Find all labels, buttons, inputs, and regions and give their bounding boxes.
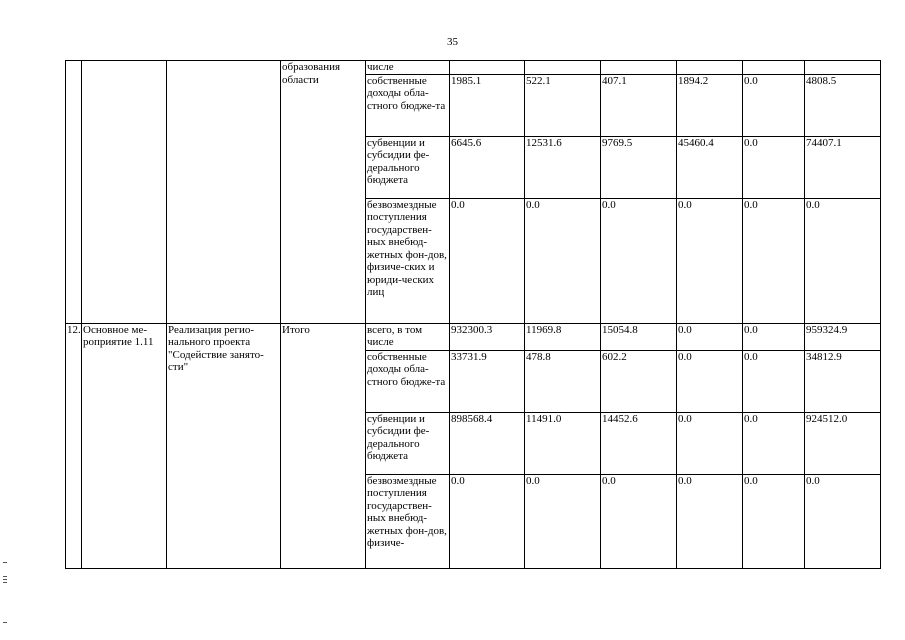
margin-mark xyxy=(3,579,7,580)
value-cell: 0.0 xyxy=(525,198,601,323)
value-cell: 0.0 xyxy=(743,74,805,136)
value-cell: 0.0 xyxy=(743,474,805,568)
row-number-cell xyxy=(66,61,82,324)
category-label: собственные доходы обла-стного бюдже-та xyxy=(366,350,450,412)
value-cell: 11491.0 xyxy=(525,412,601,474)
project-cell xyxy=(167,61,281,324)
value-cell: 522.1 xyxy=(525,74,601,136)
value-cell: 0.0 xyxy=(677,323,743,350)
value-cell: 1894.2 xyxy=(677,74,743,136)
margin-mark xyxy=(3,622,7,623)
value-cell: 602.2 xyxy=(601,350,677,412)
value-cell: 0.0 xyxy=(677,350,743,412)
category-label: безвозмездные поступления государствен-ных внебюд-жетных фон-дов, физиче-ских и юриди-ческих лиц xyxy=(366,198,450,323)
total-cell: 959324.9 xyxy=(805,323,881,350)
value-cell: 0.0 xyxy=(677,198,743,323)
value-cell: 0.0 xyxy=(743,350,805,412)
value-cell: 0.0 xyxy=(601,198,677,323)
value-cell: 45460.4 xyxy=(677,136,743,198)
total-cell: 924512.0 xyxy=(805,412,881,474)
category-label: субвенции и субсидии фе-дерального бюджета xyxy=(366,412,450,474)
total-cell: 0.0 xyxy=(805,198,881,323)
margin-mark xyxy=(3,582,7,583)
category-label: числе xyxy=(366,61,450,75)
value-cell: 0.0 xyxy=(743,198,805,323)
category-label: собственные доходы обла-стного бюдже-та xyxy=(366,74,450,136)
value-cell: 15054.8 xyxy=(601,323,677,350)
value-cell: 0.0 xyxy=(743,412,805,474)
value-cell: 9769.5 xyxy=(601,136,677,198)
budget-table xyxy=(65,60,881,569)
value-cell: 1985.1 xyxy=(450,74,525,136)
funding-source-cell: Итого xyxy=(281,323,366,568)
value-cell: 0.0 xyxy=(450,474,525,568)
value-cell: 0.0 xyxy=(743,136,805,198)
value-cell: 6645.6 xyxy=(450,136,525,198)
event-cell: Основное ме-роприятие 1.11 xyxy=(82,323,167,568)
table-row xyxy=(66,323,881,350)
value-cell: 0.0 xyxy=(450,198,525,323)
table-row xyxy=(66,61,881,75)
value-cell: 407.1 xyxy=(601,74,677,136)
value-cell: 33731.9 xyxy=(450,350,525,412)
funding-source-cell: образования области xyxy=(281,61,366,324)
value-cell: 932300.3 xyxy=(450,323,525,350)
row-number-cell: 12. xyxy=(66,323,82,568)
value-cell: 0.0 xyxy=(525,474,601,568)
project-cell: Реализация регио-нального проекта "Содействие занято-сти" xyxy=(167,323,281,568)
margin-mark xyxy=(3,562,7,563)
total-cell: 34812.9 xyxy=(805,350,881,412)
value-cell: 0.0 xyxy=(677,412,743,474)
event-cell xyxy=(82,61,167,324)
margin-mark xyxy=(3,576,7,577)
total-cell: 74407.1 xyxy=(805,136,881,198)
total-cell: 4808.5 xyxy=(805,74,881,136)
value-cell: 0.0 xyxy=(743,323,805,350)
total-cell: 0.0 xyxy=(805,474,881,568)
value-cell: 12531.6 xyxy=(525,136,601,198)
value-cell: 11969.8 xyxy=(525,323,601,350)
category-label: безвозмездные поступления государствен-ных внебюд-жетных фон-дов, физиче- xyxy=(366,474,450,568)
category-label: всего, в том числе xyxy=(366,323,450,350)
value-cell: 478.8 xyxy=(525,350,601,412)
category-label: субвенции и субсидии фе-дерального бюджета xyxy=(366,136,450,198)
page-number: 35 xyxy=(447,36,458,48)
value-cell: 0.0 xyxy=(677,474,743,568)
value-cell: 0.0 xyxy=(601,474,677,568)
value-cell: 898568.4 xyxy=(450,412,525,474)
value-cell: 14452.6 xyxy=(601,412,677,474)
